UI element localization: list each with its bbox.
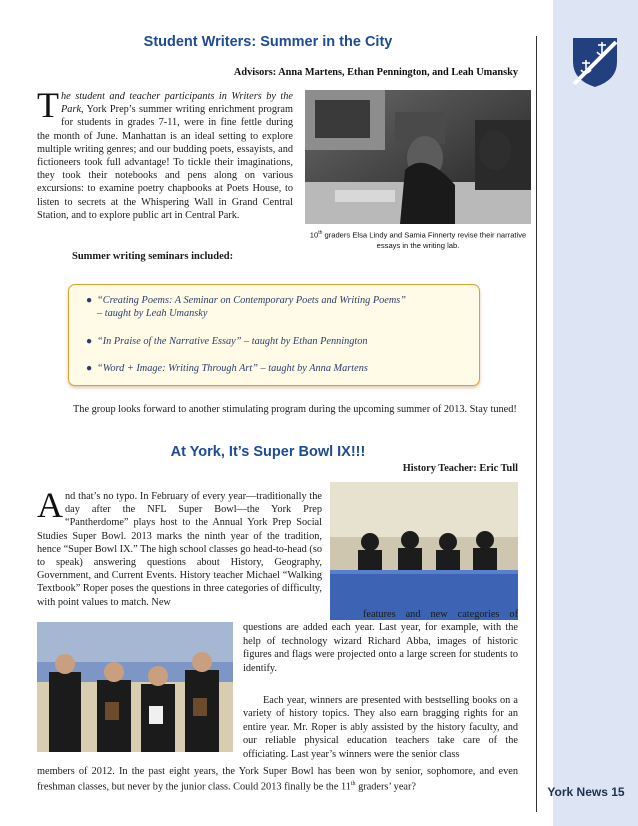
article2-para2-right: Each year, winners are presented with bestselling books on a variety of history topics. They also earn bragging rights for an entire year. Mr. Roper is ably assisted by the history faculty, and our reliable physical education teachers take care of the officiating. Last year’s winners were the senior class (243, 695, 518, 760)
article1-closing: The group looks forward to another stimulating program during the upcoming summer of 2013. Stay tuned! (73, 404, 517, 415)
page-footer: York News 15 (547, 785, 625, 799)
vertical-divider (536, 36, 537, 812)
seminar-item (86, 335, 368, 348)
teacher-line: History Teacher: Eric Tull (402, 463, 518, 474)
seminar-title: “Word + Image: Writing Through Art” – taught by Anna Martens (97, 363, 368, 374)
photo1-caption (305, 228, 531, 251)
article1-intro (37, 85, 293, 222)
intro-lead: he student and teacher participants in (61, 91, 232, 102)
para1-right: features and new categories of questions are added each year. Last year, for example, with the help of technology wizard Richard Abba, images of historic figures and flags were projected onto a large screen for students to identify. (243, 609, 518, 674)
dropcap-t: T (37, 85, 59, 125)
bullet-dot-icon: ● (86, 336, 93, 347)
dropcap-a: A (37, 485, 63, 525)
para2-bottom-text: members of 2012. In the past eight years, the York Super Bowl has been won by senior, sophomore, and even freshman classes, but never by the junior class. Could 2013 finally be the 11 (37, 766, 518, 793)
advisors-line: Advisors: Anna Martens, Ethan Pennington, and Leah Umansky (233, 67, 518, 78)
winners-photo (37, 622, 233, 752)
seminar-title: “In Praise of the Narrative Essay” – taught by Ethan Pennington (97, 336, 368, 347)
caption-text: graders Elsa Lindy and Samia Finnerty revise their narrative essays in the writing lab. (322, 230, 527, 250)
intro-rest: , York Prep’s summer writing enrichment program for students in grades 7-11, were in fine fettle during the month of June. Manhattan is an ideal setting to explore multiple writing genres; and our budding poets, essayists, and fictioneers took full advantage! To tickle their imaginations, they took their notebooks and pens along on various excursions: to examine poetry chapbooks at Poets House, to listen to secrets at the Whispering Wall in Grand Central Station, and to explore public art in Central Park. (37, 104, 293, 221)
intro-title: Writers by the Park (61, 91, 293, 116)
article2-para2-bottom (37, 765, 518, 794)
seminars-heading: Summer writing seminars included: (72, 251, 234, 262)
caption-sup: th (318, 230, 323, 236)
seminar-title: “Creating Poems: A Seminar on Contemporary Poets and Writing Poems” (97, 295, 406, 306)
para1-left: nd that’s no typo. In February of every year—traditionally the day after the NFL Super Bowl—the York Prep “Pantherdome” plays host to the Annual York Prep Social Studies Super Bowl. 2013 marks the ninth year of the tradition, hence “Super Bowl IX.” The high school classes go head-to-head (so to speak) answering questions about History, Geography, Government, and Current Events. History teacher Michael “Walking Textbook” Roper poses the questions in three categories of difficulty, with point values to match. New (37, 491, 322, 608)
para2-end: graders’ year? (355, 781, 416, 793)
seminar-item (86, 294, 406, 320)
article2-para1-right (243, 608, 518, 675)
seminar-teacher: – taught by Leah Umansky (97, 308, 208, 319)
shield-anchor-icon (570, 34, 620, 88)
bullet-dot-icon: ● (86, 295, 93, 306)
caption-grade: 10 (309, 230, 319, 240)
article1-title: Student Writers: Summer in the City (143, 34, 393, 50)
article2-title: At York, It’s Super Bowl IX!!! (170, 444, 366, 460)
seminar-list-box (68, 284, 480, 386)
super-bowl-contest-photo (330, 482, 518, 620)
seminar-item (86, 362, 368, 375)
article2-para1-col (37, 485, 322, 609)
writing-lab-photo (305, 90, 531, 224)
bullet-dot-icon: ● (86, 363, 93, 374)
para2-sup: th (350, 781, 356, 788)
right-sidebar (553, 0, 638, 826)
